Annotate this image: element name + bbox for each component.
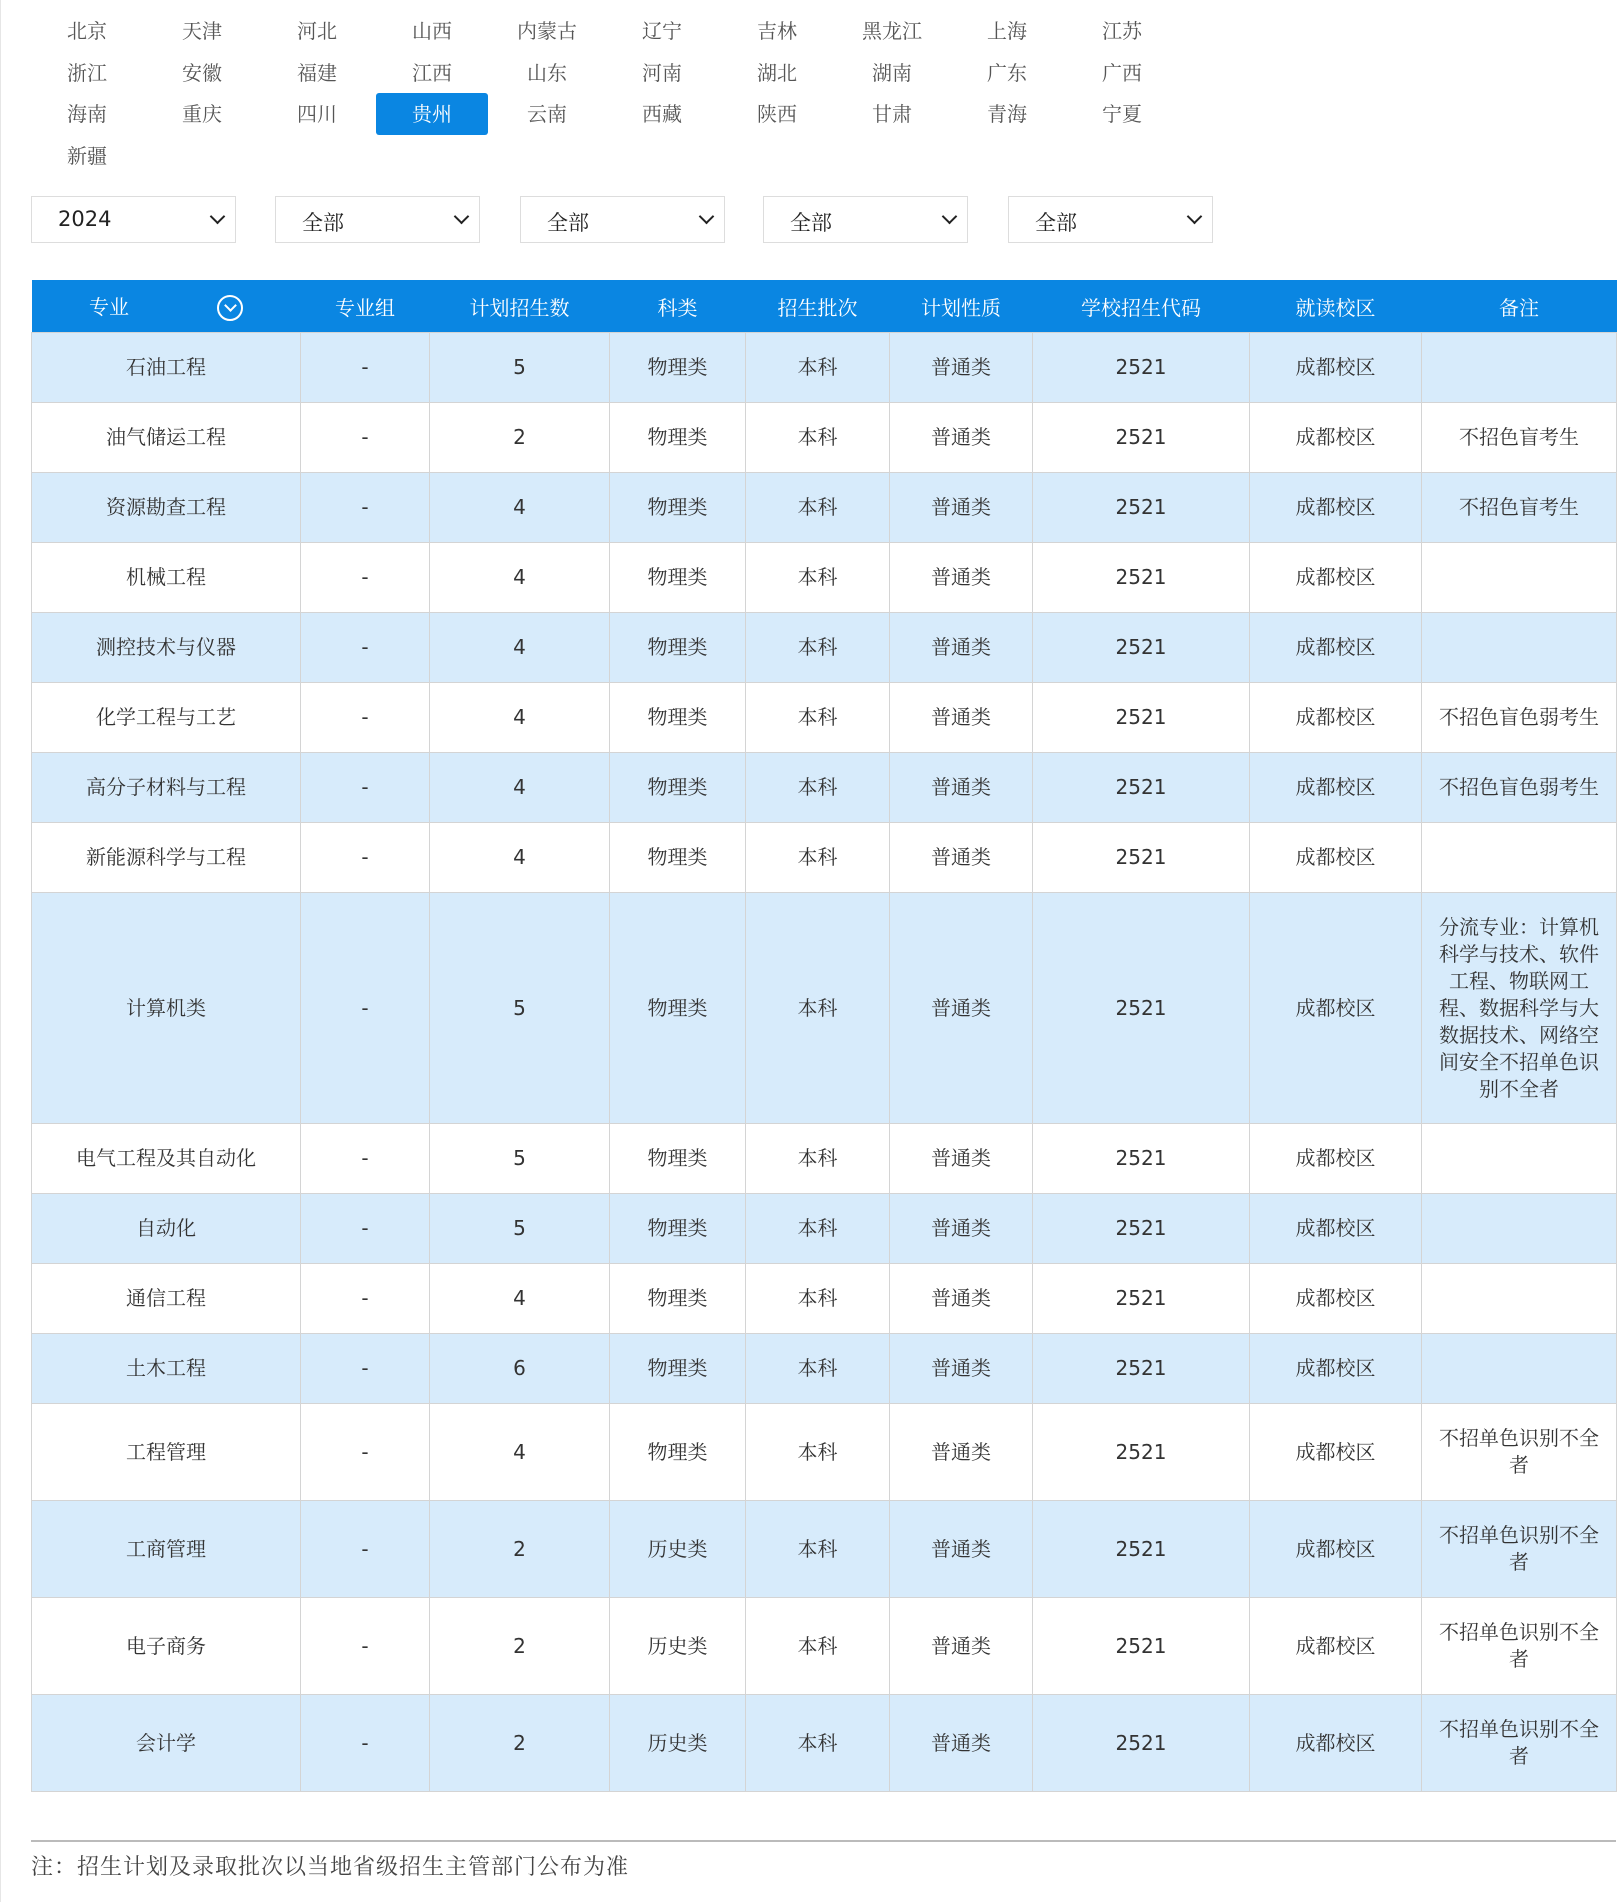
table-cell: 2521 — [1033, 1404, 1250, 1501]
column-header-label: 就读校区 — [1295, 295, 1376, 320]
table-cell: 本科 — [746, 1194, 890, 1264]
province-tab[interactable]: 广东 — [987, 60, 1027, 85]
table-cell: 普通类 — [890, 1501, 1033, 1598]
table-cell: 2521 — [1033, 753, 1250, 823]
category-select[interactable] — [275, 196, 480, 243]
column-header — [1422, 280, 1617, 333]
column-header — [301, 280, 430, 333]
table-cell — [1422, 1334, 1617, 1404]
table-cell: - — [301, 403, 430, 473]
table-cell: 本科 — [746, 1334, 890, 1404]
column-header — [610, 280, 746, 333]
province-tab[interactable]: 西藏 — [642, 102, 682, 126]
table-cell — [1422, 1124, 1617, 1194]
chevron-down-icon — [942, 209, 958, 225]
province-tab[interactable]: 吉林 — [757, 19, 797, 43]
table-cell: 工商管理 — [32, 1501, 301, 1598]
table-cell: 工程管理 — [32, 1404, 301, 1501]
table-cell: 普通类 — [890, 1598, 1033, 1695]
province-tab[interactable]: 北京 — [67, 19, 107, 43]
table-cell: 不招色盲色弱考生 — [1422, 683, 1617, 753]
column-header-label: 计划性质 — [921, 295, 1001, 320]
table-cell: 4 — [430, 473, 610, 543]
table-cell: 普通类 — [890, 543, 1033, 613]
campus-select[interactable] — [1008, 196, 1213, 243]
table-cell: - — [301, 753, 430, 823]
province-tab[interactable]: 新疆 — [67, 143, 107, 168]
table-cell — [1422, 1194, 1617, 1264]
table-cell: 电气工程及其自动化 — [32, 1124, 301, 1194]
province-tab[interactable]: 云南 — [527, 102, 567, 126]
table-row — [32, 403, 1617, 473]
province-tab[interactable]: 陕西 — [757, 102, 797, 126]
table-cell: 普通类 — [890, 1264, 1033, 1334]
table-cell: 成都校区 — [1250, 1695, 1422, 1792]
column-header-label: 计划招生数 — [469, 295, 570, 320]
table-cell: 油气储运工程 — [32, 403, 301, 473]
column-header — [1033, 280, 1250, 333]
table-cell: 物理类 — [610, 613, 746, 683]
table-cell: 普通类 — [890, 683, 1033, 753]
province-tab[interactable]: 湖南 — [872, 60, 912, 85]
table-cell: 2 — [430, 1598, 610, 1695]
table-cell: 2521 — [1033, 1334, 1250, 1404]
table-cell: 本科 — [746, 1695, 890, 1792]
table-cell: 本科 — [746, 893, 890, 1124]
province-tab[interactable]: 甘肃 — [872, 102, 912, 126]
table-cell: 2 — [430, 1501, 610, 1598]
table-cell: - — [301, 613, 430, 683]
table-cell: 2 — [430, 1695, 610, 1792]
table-cell — [1422, 333, 1617, 403]
table-cell: 不招单色识别不全者 — [1422, 1501, 1617, 1598]
table-cell: - — [301, 1598, 430, 1695]
province-tab[interactable]: 黑龙江 — [862, 19, 922, 43]
province-tab[interactable]: 山东 — [527, 60, 567, 85]
table-cell: 2521 — [1033, 473, 1250, 543]
table-cell: 2521 — [1033, 403, 1250, 473]
table-cell: 不招色盲考生 — [1422, 473, 1617, 543]
table-cell: 不招单色识别不全者 — [1422, 1404, 1617, 1501]
table-cell: 普通类 — [890, 333, 1033, 403]
table-cell: - — [301, 473, 430, 543]
table-cell: 物理类 — [610, 543, 746, 613]
column-header — [890, 280, 1033, 333]
province-tab[interactable]: 天津 — [182, 19, 222, 43]
table-cell: - — [301, 1194, 430, 1264]
table-cell: 2521 — [1033, 613, 1250, 683]
table-row — [32, 1695, 1617, 1792]
table-cell: 成都校区 — [1250, 1334, 1422, 1404]
table-cell: 历史类 — [610, 1501, 746, 1598]
table-cell: 成都校区 — [1250, 753, 1422, 823]
select-value: 全部 — [1035, 211, 1077, 235]
plan-type-select[interactable] — [763, 196, 968, 243]
province-tab[interactable]: 浙江 — [67, 60, 107, 85]
table-cell: 成都校区 — [1250, 543, 1422, 613]
province-tab[interactable]: 内蒙古 — [517, 19, 577, 43]
table-cell: 成都校区 — [1250, 893, 1422, 1124]
table-cell: 本科 — [746, 1404, 890, 1501]
table-cell: 本科 — [746, 333, 890, 403]
table-cell: 通信工程 — [32, 1264, 301, 1334]
table-cell: 新能源科学与工程 — [32, 823, 301, 893]
table-header-row — [32, 280, 1617, 333]
table-cell: 物理类 — [610, 893, 746, 1124]
table-cell: 6 — [430, 1334, 610, 1404]
table-cell: 2 — [430, 403, 610, 473]
table-cell: 计算机类 — [32, 893, 301, 1124]
province-tab[interactable]: 福建 — [297, 60, 337, 85]
table-cell: 石油工程 — [32, 333, 301, 403]
column-header-label: 科类 — [657, 295, 698, 320]
table-cell: 物理类 — [610, 1194, 746, 1264]
province-tab[interactable]: 上海 — [987, 19, 1027, 43]
province-tab[interactable]: 湖北 — [757, 60, 797, 85]
table-cell: - — [301, 1404, 430, 1501]
column-header-label: 招生批次 — [777, 295, 858, 320]
table-cell: 4 — [430, 543, 610, 613]
table-cell: 物理类 — [610, 683, 746, 753]
table-cell: 2521 — [1033, 823, 1250, 893]
table-cell: - — [301, 893, 430, 1124]
table-cell: 普通类 — [890, 1695, 1033, 1792]
table-cell: 不招色盲色弱考生 — [1422, 753, 1617, 823]
table-cell: 普通类 — [890, 403, 1033, 473]
table-cell: 化学工程与工艺 — [32, 683, 301, 753]
table-cell: 普通类 — [890, 753, 1033, 823]
table-cell: 成都校区 — [1250, 1404, 1422, 1501]
table-cell: - — [301, 1695, 430, 1792]
chevron-down-icon — [1187, 209, 1203, 225]
table-cell: 土木工程 — [32, 1334, 301, 1404]
province-tab[interactable]: 江苏 — [1102, 19, 1142, 43]
table-cell: 2521 — [1033, 1598, 1250, 1695]
table-cell: 成都校区 — [1250, 403, 1422, 473]
table-cell: 成都校区 — [1250, 823, 1422, 893]
table-cell: - — [301, 543, 430, 613]
table-cell: 2521 — [1033, 543, 1250, 613]
table-cell: 2521 — [1033, 1194, 1250, 1264]
table-cell — [1422, 613, 1617, 683]
table-cell: 机械工程 — [32, 543, 301, 613]
province-tab[interactable]: 辽宁 — [642, 19, 682, 43]
table-row — [32, 1404, 1617, 1501]
batch-select[interactable] — [520, 196, 725, 243]
table-cell: 本科 — [746, 683, 890, 753]
table-row — [32, 1334, 1617, 1404]
table-cell: 物理类 — [610, 473, 746, 543]
province-tab[interactable]: 宁夏 — [1102, 102, 1142, 126]
table-cell: 成都校区 — [1250, 1264, 1422, 1334]
table-cell: 物理类 — [610, 823, 746, 893]
province-tab[interactable]: 四川 — [297, 102, 337, 126]
table-cell: 2521 — [1033, 1501, 1250, 1598]
column-header — [1250, 280, 1422, 333]
table-cell: 普通类 — [890, 613, 1033, 683]
table-cell: 成都校区 — [1250, 1598, 1422, 1695]
table-row — [32, 823, 1617, 893]
enrollment-plan-table — [31, 280, 1617, 1792]
table-row — [32, 893, 1617, 1124]
table-cell: 2521 — [1033, 1695, 1250, 1792]
table-cell: 本科 — [746, 753, 890, 823]
table-cell: 本科 — [746, 1501, 890, 1598]
table-cell: 普通类 — [890, 473, 1033, 543]
table-cell: 本科 — [746, 1124, 890, 1194]
select-value: 2024 — [58, 207, 112, 231]
table-cell: 4 — [430, 1264, 610, 1334]
table-cell: 本科 — [746, 473, 890, 543]
chevron-down-icon — [454, 209, 470, 225]
table-row — [32, 613, 1617, 683]
table-cell: - — [301, 1124, 430, 1194]
chevron-down-icon — [699, 209, 715, 225]
table-cell: 2521 — [1033, 683, 1250, 753]
table-cell: 4 — [430, 1404, 610, 1501]
table-row — [32, 1124, 1617, 1194]
province-tab[interactable]: 河南 — [642, 60, 682, 85]
select-value: 全部 — [547, 211, 589, 235]
table-cell: 成都校区 — [1250, 1124, 1422, 1194]
table-cell: 2521 — [1033, 1124, 1250, 1194]
province-tab[interactable]: 江西 — [412, 60, 452, 85]
table-cell: 5 — [430, 333, 610, 403]
table-cell: 成都校区 — [1250, 613, 1422, 683]
table-cell: 自动化 — [32, 1194, 301, 1264]
table-cell: 不招单色识别不全者 — [1422, 1695, 1617, 1792]
province-tab[interactable]: 重庆 — [182, 102, 222, 126]
table-cell: - — [301, 1334, 430, 1404]
chevron-down-icon — [210, 209, 226, 225]
table-cell — [1422, 1264, 1617, 1334]
table-cell: 5 — [430, 1194, 610, 1264]
table-cell: 本科 — [746, 1598, 890, 1695]
table-cell: 资源勘查工程 — [32, 473, 301, 543]
table-row — [32, 1598, 1617, 1695]
table-row — [32, 753, 1617, 823]
footer-divider — [31, 1840, 1616, 1842]
column-header-label: 专业 — [89, 294, 129, 319]
year-select[interactable] — [31, 196, 236, 243]
column-header-label: 备注 — [1499, 295, 1539, 320]
table-cell: 本科 — [746, 823, 890, 893]
province-tab[interactable]: 安徽 — [182, 60, 222, 85]
table-cell: 测控技术与仪器 — [32, 613, 301, 683]
table-cell: 电子商务 — [32, 1598, 301, 1695]
table-cell: 会计学 — [32, 1695, 301, 1792]
table-cell: 普通类 — [890, 1194, 1033, 1264]
table-cell: - — [301, 1264, 430, 1334]
table-cell: 不招单色识别不全者 — [1422, 1598, 1617, 1695]
table-cell: 5 — [430, 1124, 610, 1194]
select-value: 全部 — [790, 211, 832, 235]
table-cell: 历史类 — [610, 1598, 746, 1695]
page-left-border — [0, 0, 1, 1902]
table-cell: 2521 — [1033, 1264, 1250, 1334]
province-tab[interactable]: 青海 — [987, 102, 1027, 126]
table-cell: 成都校区 — [1250, 683, 1422, 753]
table-cell: 物理类 — [610, 1124, 746, 1194]
table-cell: 物理类 — [610, 753, 746, 823]
column-header-label: 学校招生代码 — [1081, 295, 1201, 320]
table-row — [32, 1264, 1617, 1334]
table-cell: 4 — [430, 683, 610, 753]
table-cell: - — [301, 823, 430, 893]
table-cell: - — [301, 1501, 430, 1598]
table-cell: 本科 — [746, 613, 890, 683]
province-tab[interactable]: 海南 — [67, 102, 107, 126]
column-header — [746, 280, 890, 333]
table-cell: - — [301, 333, 430, 403]
table-cell: 物理类 — [610, 1264, 746, 1334]
table-cell: 5 — [430, 893, 610, 1124]
select-value: 全部 — [302, 211, 344, 235]
table-cell: 普通类 — [890, 1404, 1033, 1501]
table-cell: 普通类 — [890, 893, 1033, 1124]
table-cell: 4 — [430, 823, 610, 893]
table-cell: 物理类 — [610, 1404, 746, 1501]
column-header — [430, 280, 610, 333]
table-cell: 普通类 — [890, 823, 1033, 893]
table-cell: 不招色盲考生 — [1422, 403, 1617, 473]
province-tab[interactable]: 山西 — [412, 19, 452, 43]
table-cell: 成都校区 — [1250, 333, 1422, 403]
column-header[interactable] — [32, 280, 301, 333]
table-cell: 普通类 — [890, 1124, 1033, 1194]
table-cell: 历史类 — [610, 1695, 746, 1792]
table-row — [32, 333, 1617, 403]
table-cell: 高分子材料与工程 — [32, 753, 301, 823]
table-cell: 本科 — [746, 543, 890, 613]
table-cell — [1422, 823, 1617, 893]
province-tab[interactable]: 贵州 — [376, 93, 488, 135]
table-cell: 2521 — [1033, 333, 1250, 403]
table-row — [32, 683, 1617, 753]
table-row — [32, 1501, 1617, 1598]
footer-note: 注：招生计划及录取批次以当地省级招生主管部门公布为准 — [31, 1855, 630, 1880]
column-header-label: 专业组 — [335, 295, 395, 320]
table-cell — [1422, 543, 1617, 613]
table-cell: 本科 — [746, 403, 890, 473]
table-cell: 物理类 — [610, 403, 746, 473]
province-tab[interactable]: 广西 — [1102, 60, 1142, 85]
table-cell: 成都校区 — [1250, 473, 1422, 543]
table-cell: 2521 — [1033, 893, 1250, 1124]
chevron-circle-down-icon[interactable] — [217, 295, 243, 321]
table-cell: 4 — [430, 753, 610, 823]
table-cell: 普通类 — [890, 1334, 1033, 1404]
table-cell: 分流专业：计算机科学与技术、软件工程、物联网工程、数据科学与大数据技术、网络空间安全不招单色识别不全者 — [1422, 893, 1617, 1124]
table-row — [32, 473, 1617, 543]
table-cell: 成都校区 — [1250, 1194, 1422, 1264]
table-cell: - — [301, 683, 430, 753]
table-cell: 物理类 — [610, 333, 746, 403]
province-tab[interactable]: 河北 — [297, 19, 337, 43]
table-cell: 4 — [430, 613, 610, 683]
table-cell: 成都校区 — [1250, 1501, 1422, 1598]
table-cell: 物理类 — [610, 1334, 746, 1404]
table-row — [32, 543, 1617, 613]
table-cell: 本科 — [746, 1264, 890, 1334]
table-row — [32, 1194, 1617, 1264]
